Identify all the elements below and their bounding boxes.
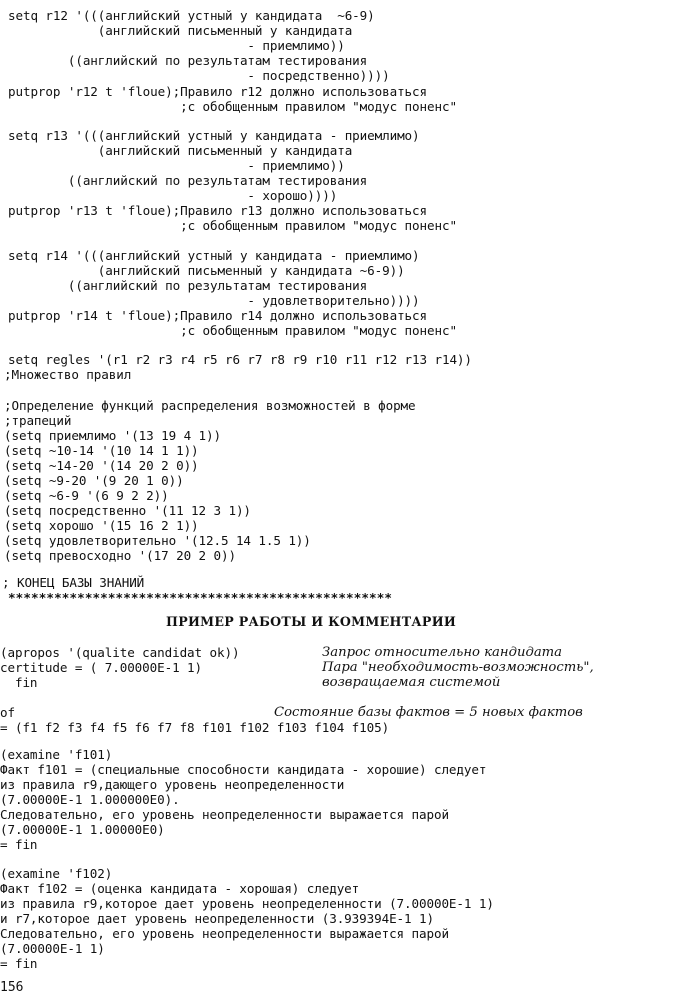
code-line: - посредственно)))) bbox=[8, 68, 390, 83]
comment-italic: Пара "необходимость-возможность", bbox=[322, 660, 594, 675]
code-line: (7.00000E-1 1) bbox=[0, 941, 105, 956]
facts-list: = (f1 f2 f3 f4 f5 f6 f7 f8 f101 f102 f103 f104 f105) bbox=[0, 720, 390, 735]
code-line: ((английский по результатам тестирования bbox=[8, 278, 368, 293]
code-line: - удовлетворительно)))) bbox=[8, 293, 420, 308]
comment-italic: Запрос относительно кандидата bbox=[322, 645, 563, 660]
code-line: ;с обобщенным правилом "модус поненс" bbox=[8, 323, 457, 338]
end-of-knowledge-base: ; КОНЕЦ БАЗЫ ЗНАНИЙ bbox=[2, 575, 145, 590]
code-line: (examine 'f101) bbox=[0, 747, 113, 762]
code-line: = fin bbox=[0, 837, 38, 852]
code-line: - приемлимо)) bbox=[8, 38, 345, 53]
code-line: setq r13 '(((английский устный у кандидата - приемлимо) bbox=[8, 128, 420, 143]
code-line: putprop 'r13 t 'floue);Правило r13 должно использоваться bbox=[8, 203, 427, 218]
code-line: = fin bbox=[0, 956, 38, 971]
code-line: (setq приемлимо '(13 19 4 1)) bbox=[4, 428, 221, 443]
code-line: setq r12 '(((английский устный у кандидата ~6-9) bbox=[8, 8, 375, 23]
facts-comment: Состояние базы фактов = 5 новых фактов bbox=[274, 705, 583, 720]
code-line: Факт f102 = (оценка кандидата - хорошая) следует bbox=[0, 881, 360, 896]
code-line: (английский письменный у кандидата ~6-9)) bbox=[8, 263, 405, 278]
code-line: (setq превосходно '(17 20 2 0)) bbox=[4, 548, 236, 563]
code-line: (setq ~10-14 '(10 14 1 1)) bbox=[4, 443, 199, 458]
comment-italic: возвращаемая системой bbox=[322, 675, 501, 690]
code-line: (examine 'f102) bbox=[0, 866, 113, 881]
code-line: из правила r9,которое дает уровень неопределенности (7.00000E-1 1) bbox=[0, 896, 494, 911]
code-line: и r7,которое дает уровень неопределенности (3.939394E-1 1) bbox=[0, 911, 434, 926]
code-line: setq r14 '(((английский устный у кандидата - приемлимо) bbox=[8, 248, 420, 263]
code-line: (setq хорошо '(15 16 2 1)) bbox=[4, 518, 199, 533]
regles-line: setq regles '(r1 r2 r3 r4 r5 r6 r7 r8 r9 r10 r11 r12 r13 r14)) bbox=[8, 352, 472, 367]
code-line: ((английский по результатам тестирования bbox=[8, 173, 368, 188]
code-line: putprop 'r14 t 'floue);Правило r14 должно использоваться bbox=[8, 308, 427, 323]
code-line: Следовательно, его уровень неопределенности выражается парой bbox=[0, 807, 449, 822]
code-line: fin bbox=[0, 675, 38, 690]
code-line: ;с обобщенным правилом "модус поненс" bbox=[8, 218, 457, 233]
code-line: (английский письменный у кандидата bbox=[8, 143, 353, 158]
code-line: (apropos '(qualite candidat ok)) bbox=[0, 645, 240, 660]
code-line: Следовательно, его уровень неопределенности выражается парой bbox=[0, 926, 449, 941]
code-line: (setq ~9-20 '(9 20 1 0)) bbox=[4, 473, 184, 488]
page-number: 156 bbox=[0, 980, 24, 995]
code-line: (7.00000E-1 1.000000E0). bbox=[0, 792, 180, 807]
code-line: ((английский по результатам тестирования bbox=[8, 53, 368, 68]
of-line: of bbox=[0, 705, 15, 720]
code-line: (setq удовлетворительно '(12.5 14 1.5 1)) bbox=[4, 533, 311, 548]
code-line: (setq посредственно '(11 12 3 1)) bbox=[4, 503, 251, 518]
code-line: - приемлимо)) bbox=[8, 158, 345, 173]
code-line: (setq ~6-9 '(6 9 2 2)) bbox=[4, 488, 169, 503]
code-line: Факт f101 = (специальные способности кандидата - хорошие) следует bbox=[0, 762, 487, 777]
code-line: - хорошо)))) bbox=[8, 188, 338, 203]
separator-stars: ************************************************** bbox=[8, 590, 393, 605]
code-line: ;с обобщенным правилом "модус поненс" bbox=[8, 99, 457, 114]
comment-line: ;Множество правил bbox=[4, 367, 132, 382]
comment-line: ;Определение функций распределения возможностей в форме bbox=[4, 398, 416, 413]
code-line: (7.00000E-1 1.00000E0) bbox=[0, 822, 165, 837]
code-line: из правила r9,дающего уровень неопределенности bbox=[0, 777, 345, 792]
comment-line: ;трапеций bbox=[4, 413, 72, 428]
code-line: certitude = ( 7.00000E-1 1) bbox=[0, 660, 203, 675]
code-line: (английский письменный у кандидата bbox=[8, 23, 353, 38]
code-line: (setq ~14-20 '(14 20 2 0)) bbox=[4, 458, 199, 473]
section-title: ПРИМЕР РАБОТЫ И КОММЕНТАРИИ bbox=[166, 614, 457, 629]
code-line: putprop 'r12 t 'floue);Правило r12 должно использоваться bbox=[8, 84, 427, 99]
